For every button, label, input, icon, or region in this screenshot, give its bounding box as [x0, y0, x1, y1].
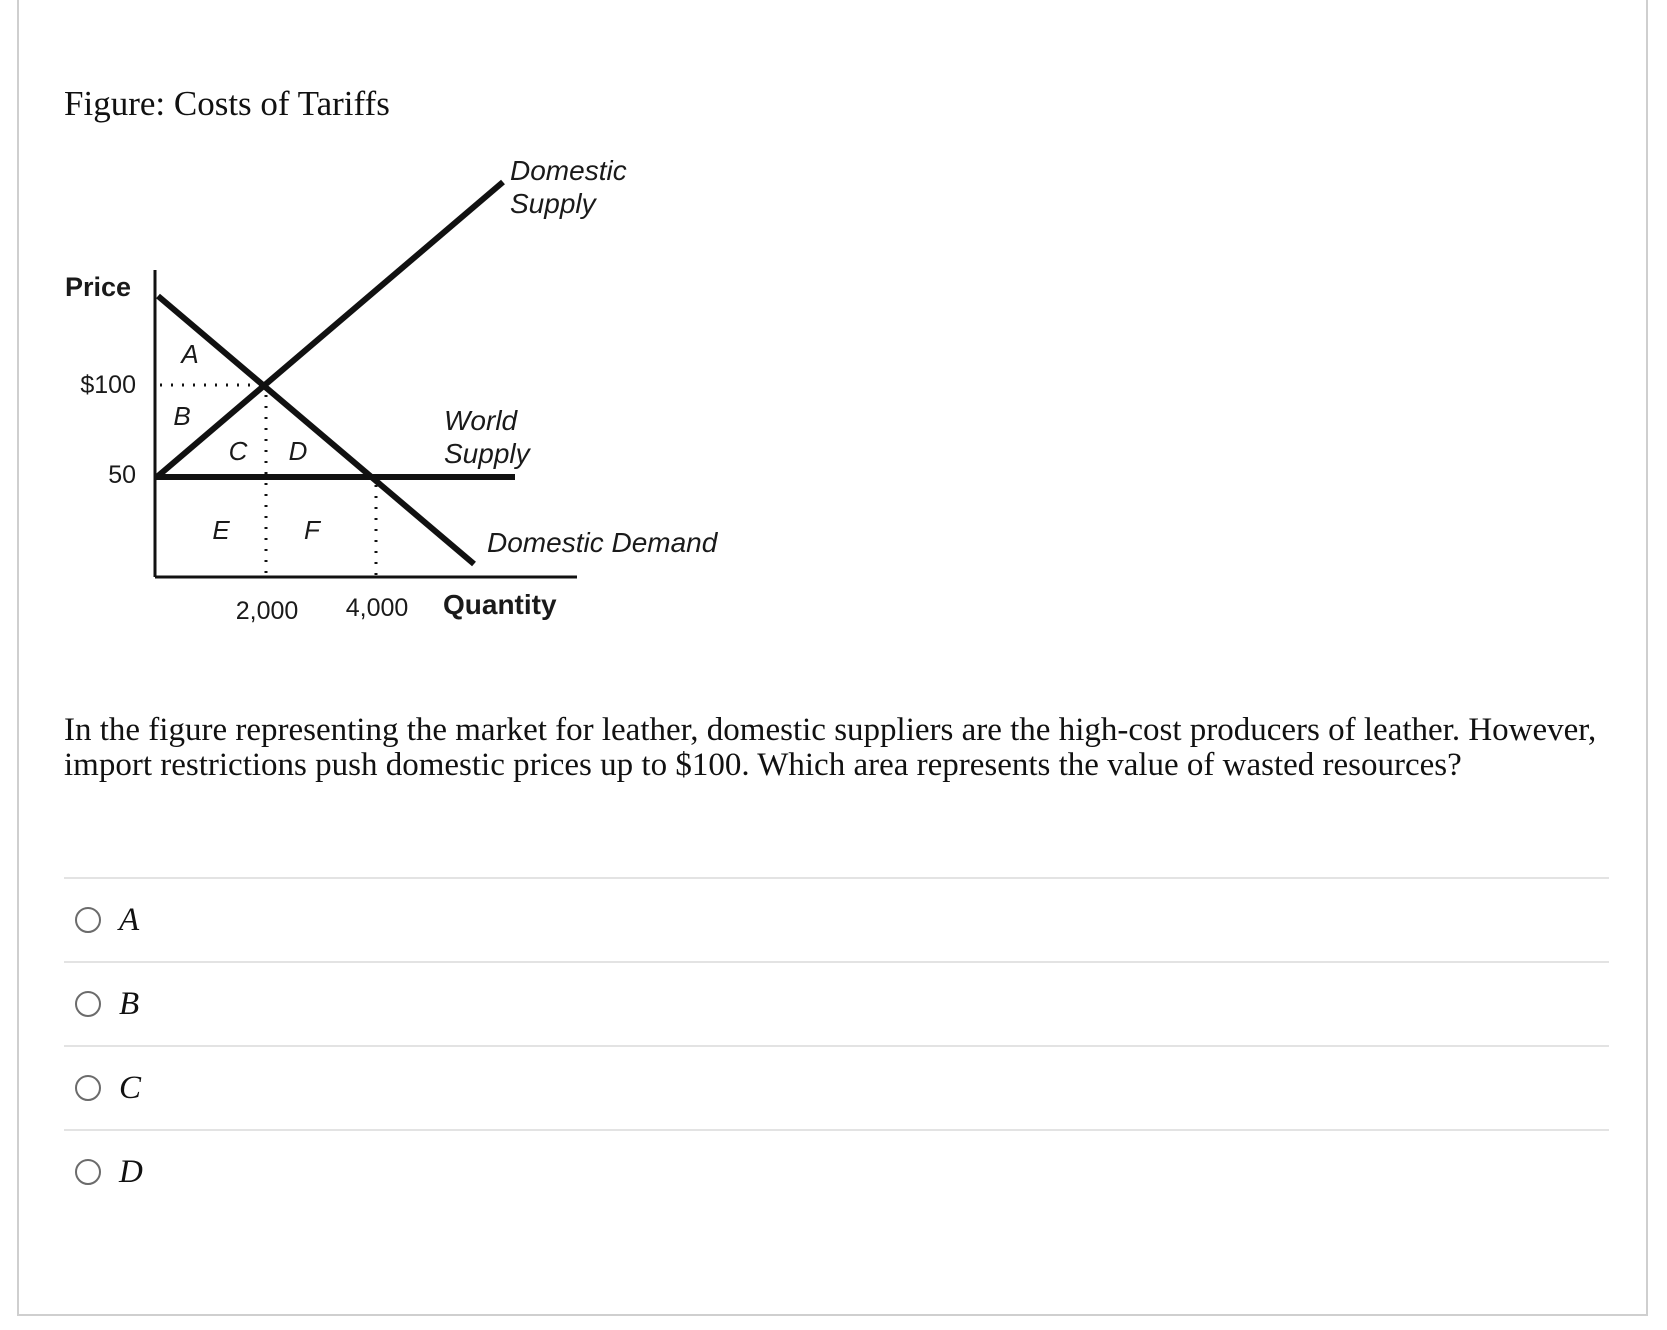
option-c-radio[interactable]: [75, 1075, 101, 1101]
question-text: In the figure representing the market for leather, domestic suppliers are the high-cost producers of leather. However, import restrictions push domestic prices up to $100. Which area represents the value of wasted resources?: [64, 712, 1597, 783]
world-supply-label-line1: World: [444, 405, 518, 436]
figure-title: Figure: Costs of Tariffs: [64, 84, 390, 123]
area-label-e: E: [212, 515, 230, 545]
option-a[interactable]: [64, 877, 1609, 961]
area-label-d: D: [288, 436, 308, 466]
option-b-radio[interactable]: [75, 991, 101, 1017]
area-label-c: C: [228, 436, 248, 466]
area-label-f: F: [304, 515, 320, 545]
option-d-radio[interactable]: [75, 1159, 101, 1185]
domestic-demand-label: Domestic Demand: [487, 527, 718, 558]
option-a-radio[interactable]: [75, 907, 101, 933]
world-supply-label-line2: Supply: [444, 438, 530, 469]
area-label-a: A: [181, 339, 199, 369]
option-c[interactable]: [64, 1045, 1609, 1129]
area-label-b: B: [173, 401, 191, 431]
answer-options: [64, 877, 1609, 1213]
tariff-graph: [0, 0, 760, 640]
option-a-label: A: [119, 902, 140, 938]
option-d-label: D: [119, 1154, 143, 1190]
x-axis-label: Quantity: [443, 589, 557, 620]
option-b[interactable]: [64, 961, 1609, 1045]
quantity-tick-4000: 4,000: [345, 594, 409, 622]
option-d[interactable]: [64, 1129, 1609, 1213]
quantity-tick-2000: 2,000: [235, 597, 299, 625]
domestic-supply-label-line2: Supply: [510, 188, 596, 219]
price-tick-50: 50: [108, 461, 136, 489]
option-b-label: B: [119, 986, 140, 1022]
y-axis-label: Price: [65, 272, 132, 302]
option-c-label: C: [119, 1070, 142, 1106]
price-tick-100: $100: [80, 371, 136, 399]
domestic-supply-label-line1: Domestic: [510, 155, 627, 186]
